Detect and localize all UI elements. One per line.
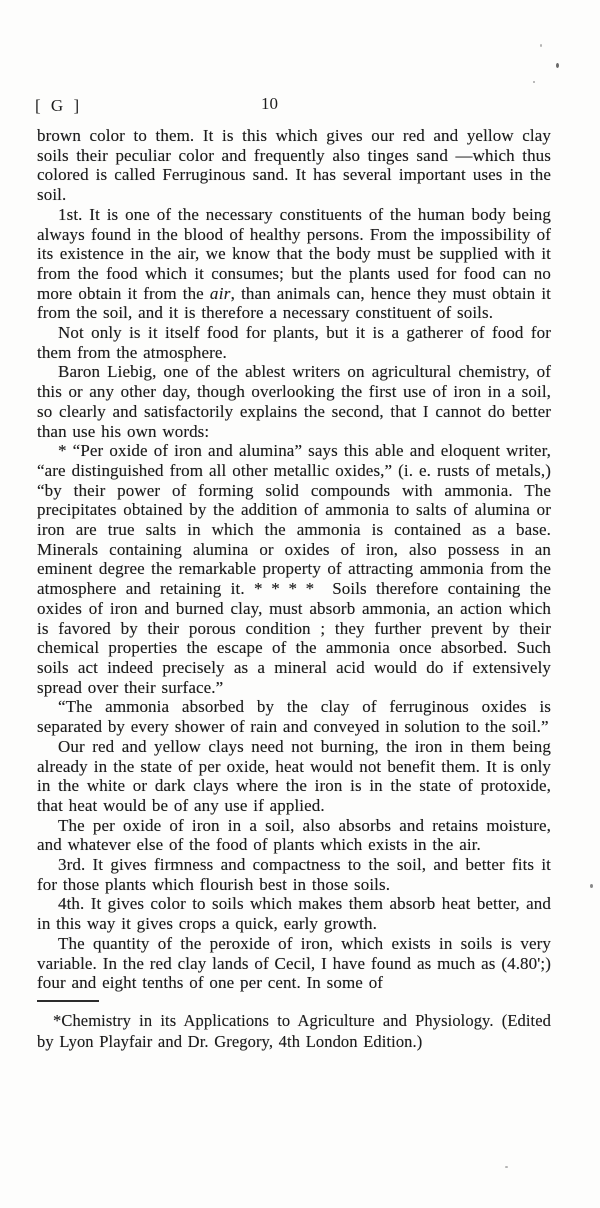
paragraph-4th-color: 4th. It gives color to soils which makes them absorb heat better, and in this way it gives crops a quick, early growth. [37,894,551,934]
gathering-signature: [ G ] [35,96,83,115]
paragraph-red-yellow-clays: Our red and yellow clays need not burning, the iron in them being already in the state of per oxide, heat would not benefit them. It is only in the white or dark clays where the iron is in the state of protoxide, that heat would be of any use if applied. [37,736,551,815]
scan-speck [590,884,593,888]
paragraph-ammonia-rain: “The ammonia absorbed by the clay of ferruginous oxides is separated by every shower of rain and conveyed in solution to the soil.” [37,697,551,737]
footnote-block [37,1000,551,1052]
running-header [0,96,600,118]
paragraph-3rd-firmness: 3rd. It gives firmness and compactness to the soil, and better fits it for those plants which flourish best in those soils. [37,855,551,894]
paragraph-text: 1st. It is one of the necessary constituents of the human body being always found in the blood of healthy persons. From the impossibility of its existence in the air, we know that the body must be supplied with it from the food which it consumes; but the plants used for food can no more obtain it from the [37,204,551,303]
paragraph-1st-constituent [37,205,551,323]
paragraph-text: , than animals can, hence they must obtain it from the soil, and it is therefore a necessary constituent of soils. [37,283,551,323]
paragraph-food-for-plants: Not only is it itself food for plants, but it is a gatherer of food for them from the atmosphere. [37,323,551,362]
footnote-separator-rule [37,1000,99,1002]
paragraph-liebig-quote: * “Per oxide of iron and alumina” says this able and eloquent writer, “are distinguished from all other metallic oxides,” (i. e. rusts of metals,) “by their power of forming solid compounds with ammonia. The precipitates obtained by the addition of ammonia to salts of alumina or iron are true salts in which the ammonia is contained as a base. Minerals containing alumina or oxides of iron, also possess in an eminent degree the remarkable property of attracting ammonia from the atmosphere and retaining it. * * * * Soils therefore containing the oxides of iron and burned clay, must absorb ammonia, an action which is favored by their porous condition ; they further prevent by their chemical properties the escape of the ammonia once absorbed. Such soils act indeed precisely as a mineral acid would do if extensively spread over their surface.” [37,441,551,697]
scan-speck [556,63,559,68]
body-text [37,126,551,1052]
paragraph-baron-liebig: Baron Liebig, one of the ablest writers on agricultural chemistry, of this or any other day, though overlooking the first use of iron in a soil, so clearly and satisfactorily explains the second, that I cannot do better than use his own words: [37,362,551,441]
footnote-citation: *Chemistry in its Applications to Agriculture and Physiology. (Edited by Lyon Playfair and Dr. Gregory, 4th London Edition.) [37,1010,551,1051]
paragraph-retains-moisture: The per oxide of iron in a soil, also absorbs and retains moisture, and whatever else of the food of plants which exists in the air. [37,815,551,855]
page-number: 10 [261,94,278,113]
paragraph-quantity-peroxide: The quantity of the peroxide of iron, which exists in soils is very variable. In the red clay lands of Cecil, I have found as much as (4.80';) four and eight tenths of one per cent. In some of [37,933,551,993]
scan-speck [540,44,542,47]
paragraph-brown-color: brown color to them. It is this which gives our red and yellow clay soils their peculiar color and frequently also tinges sand —which thus colored is called Ferruginous sand. It has several important uses in the soil. [37,126,551,205]
italic-word-air: air [209,283,231,303]
scan-speck [505,1166,508,1168]
scan-speck [533,81,535,83]
